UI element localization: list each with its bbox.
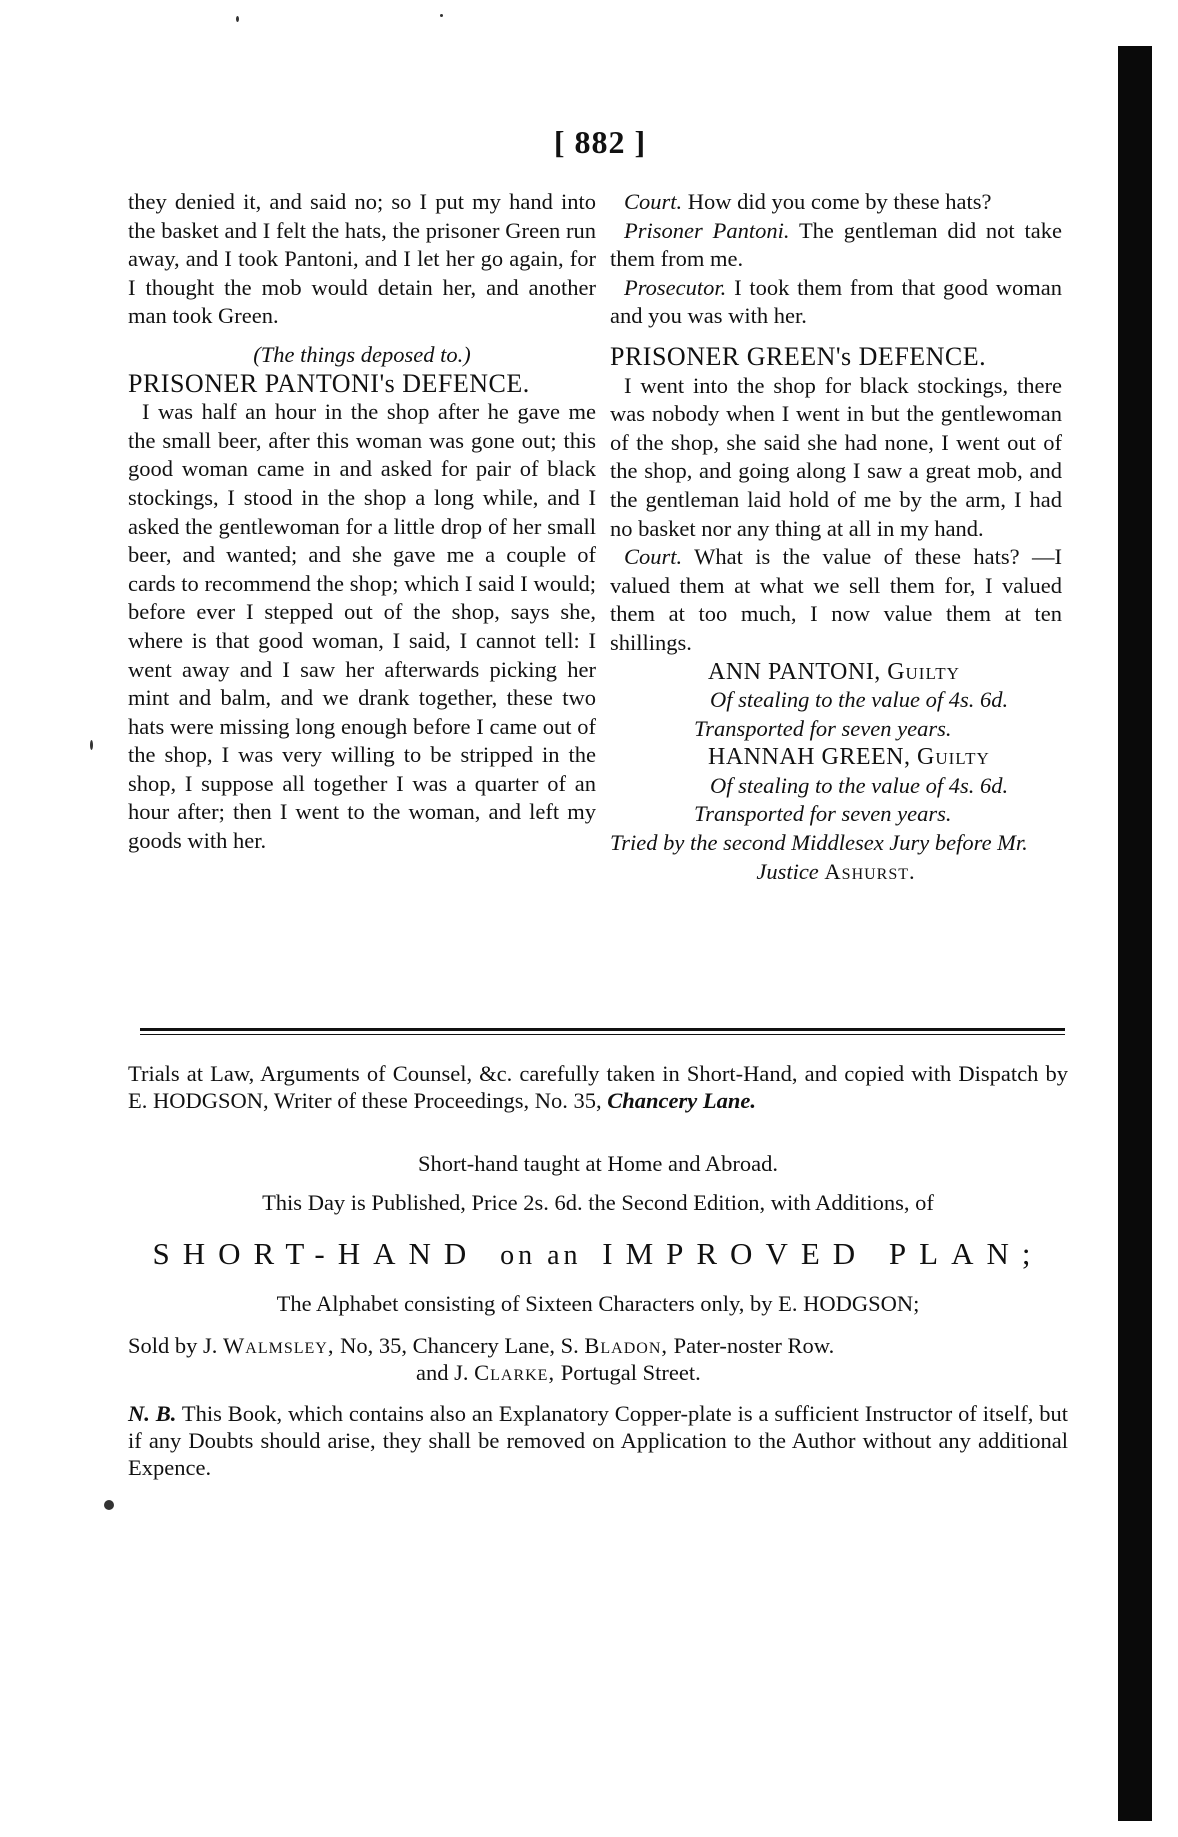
verdict-status: Guilty <box>916 744 990 771</box>
left-column <box>128 188 596 856</box>
scan-speck <box>236 16 239 22</box>
right-column <box>610 188 1062 886</box>
seller-name: Clarke, <box>474 1360 556 1385</box>
book-title <box>128 1234 1068 1276</box>
scan-speck <box>90 740 93 750</box>
defendant-name: ANN PANTONI, <box>708 658 881 685</box>
page-edge-shadow <box>1118 46 1152 1821</box>
jury-note-line2 <box>610 858 1062 887</box>
verdict-status: Guilty <box>887 658 960 685</box>
alphabet-note: The Alphabet consisting of Sixteen Characters only, by E. HODGSON; <box>276 1291 920 1316</box>
seller-name: Walmsley, <box>223 1333 335 1358</box>
speaker-label: Court. <box>624 544 683 570</box>
court-question <box>610 188 1062 217</box>
offence-pantoni: Of stealing to the value of 4s. 6d. <box>710 687 1009 713</box>
nota-bene-text: This Book, which contains also an Explanatory Copper-plate is a sufficient Instructor of itself, but if any Doubts should arise, they shall be removed on Application to the Author without any additional Expence. <box>128 1401 1069 1480</box>
pantoni-defence-heading: PRISONER PANTONI's DEFENCE. <box>128 368 530 398</box>
sentence-pantoni: Transported for seven years. <box>694 715 952 741</box>
trials-advert <box>128 1060 1068 1114</box>
verdict-green <box>610 743 1062 772</box>
offence-green: Of stealing to the value of 4s. 6d. <box>710 772 1009 798</box>
nota-bene <box>128 1400 1068 1481</box>
speech-text: How did you come by these hats? <box>687 189 992 214</box>
book-title-connector: on an <box>500 1240 582 1271</box>
published-notice: This Day is Published, Price 2s. 6d. the Second Edition, with Additions, of <box>262 1190 934 1215</box>
sold-by-text: Pater-noster Row. <box>673 1333 835 1358</box>
testimony-paragraph: they denied it, and said no; so I put my hand into the basket and I felt the hats, the prisoner Green run away, and I took Pantoni, and I let her go again, for I thought the mob would detain her, and another man took Green. <box>128 189 596 329</box>
seller-name: Bladon, <box>584 1333 669 1358</box>
speaker-label: Prosecutor. <box>624 274 727 300</box>
verdict-pantoni <box>610 658 1062 687</box>
nota-bene-label: N. B. <box>128 1401 177 1426</box>
trials-advert-address: Chancery Lane. <box>607 1088 756 1113</box>
scan-speck <box>440 14 443 17</box>
shorthand-taught: Short-hand taught at Home and Abroad. <box>418 1151 778 1176</box>
book-title-part1: SHORT-HAND <box>152 1236 480 1271</box>
pantoni-defence-text: I was half an hour in the shop after he gave me the small beer, after this woman was gone out; this good woman came in and asked for pair of black stockings, I stood in the shop a long while, and I asked the gentlewoman for a little drop of her small beer, and wanted; and she gave me a couple of cards to recommend the shop; which I said I would; before ever I stepped out of the shop, says she, where is that good woman, I said, I cannot tell: I went away and I saw her afterwards picking her mint and balm, and we drank together, these two hats were missing long enough before I came out of the shop, I was very willing to be stripped in the shop, I suppose all together I was a quarter of an hour after; then I went to the woman, and left my goods with her. <box>128 399 596 854</box>
speech-text: What is the value of these hats? —I valued them at what we sell them for, I valued them at too much, I now value them at ten shillings. <box>610 544 1062 655</box>
speech-text: I took them from that good woman and you was with her. <box>610 274 1063 329</box>
green-defence-heading: PRISONER GREEN's DEFENCE. <box>610 341 987 371</box>
court-value-question <box>610 543 1062 657</box>
sold-by-text: Portugal Street. <box>560 1360 701 1385</box>
sold-by-note <box>128 1332 1068 1386</box>
justice-title: Justice <box>756 858 819 884</box>
sold-by-text: Sold by J. <box>128 1333 218 1358</box>
sentence-green: Transported for seven years. <box>694 801 952 827</box>
section-divider-thin <box>140 1034 1065 1035</box>
section-divider <box>140 1028 1065 1031</box>
page-number: [ 882 ] <box>553 124 647 160</box>
green-defence-text: I went into the shop for black stockings, there was nobody when I went in but the gentlewoman of the shop, she said she had none, I went out of the shop, and going along I saw a great mob, and the gentleman laid hold of me by the arm, I had no basket nor any thing at all in my hand. <box>610 372 1062 541</box>
justice-name: Ashurst. <box>824 858 916 884</box>
book-title-part2: IMPROVED PLAN; <box>602 1236 1044 1271</box>
speaker-label: Court. <box>624 189 683 214</box>
sold-by-text: and J. <box>416 1360 469 1385</box>
trials-advert-text: Trials at Law, Arguments of Counsel, &c. carefully taken in Short-Hand, and copied with Dispatch by E. HODGSON, Writer of these Proceedings, No. 35, <box>128 1061 1068 1113</box>
speech-text: The gentleman did not take them from me. <box>610 217 1063 272</box>
defendant-name: HANNAH GREEN, <box>708 744 911 771</box>
pantoni-answer <box>610 217 1062 274</box>
speaker-label: Prisoner Pantoni. <box>624 217 790 243</box>
scan-speck <box>104 1500 114 1510</box>
sold-by-text: No, 35, Chancery Lane, S. <box>340 1333 579 1358</box>
prosecutor-answer <box>610 274 1062 331</box>
things-deposed-note: (The things deposed to.) <box>253 341 471 367</box>
jury-note-line1: Tried by the second Middlesex Jury before Mr. <box>610 830 1028 856</box>
